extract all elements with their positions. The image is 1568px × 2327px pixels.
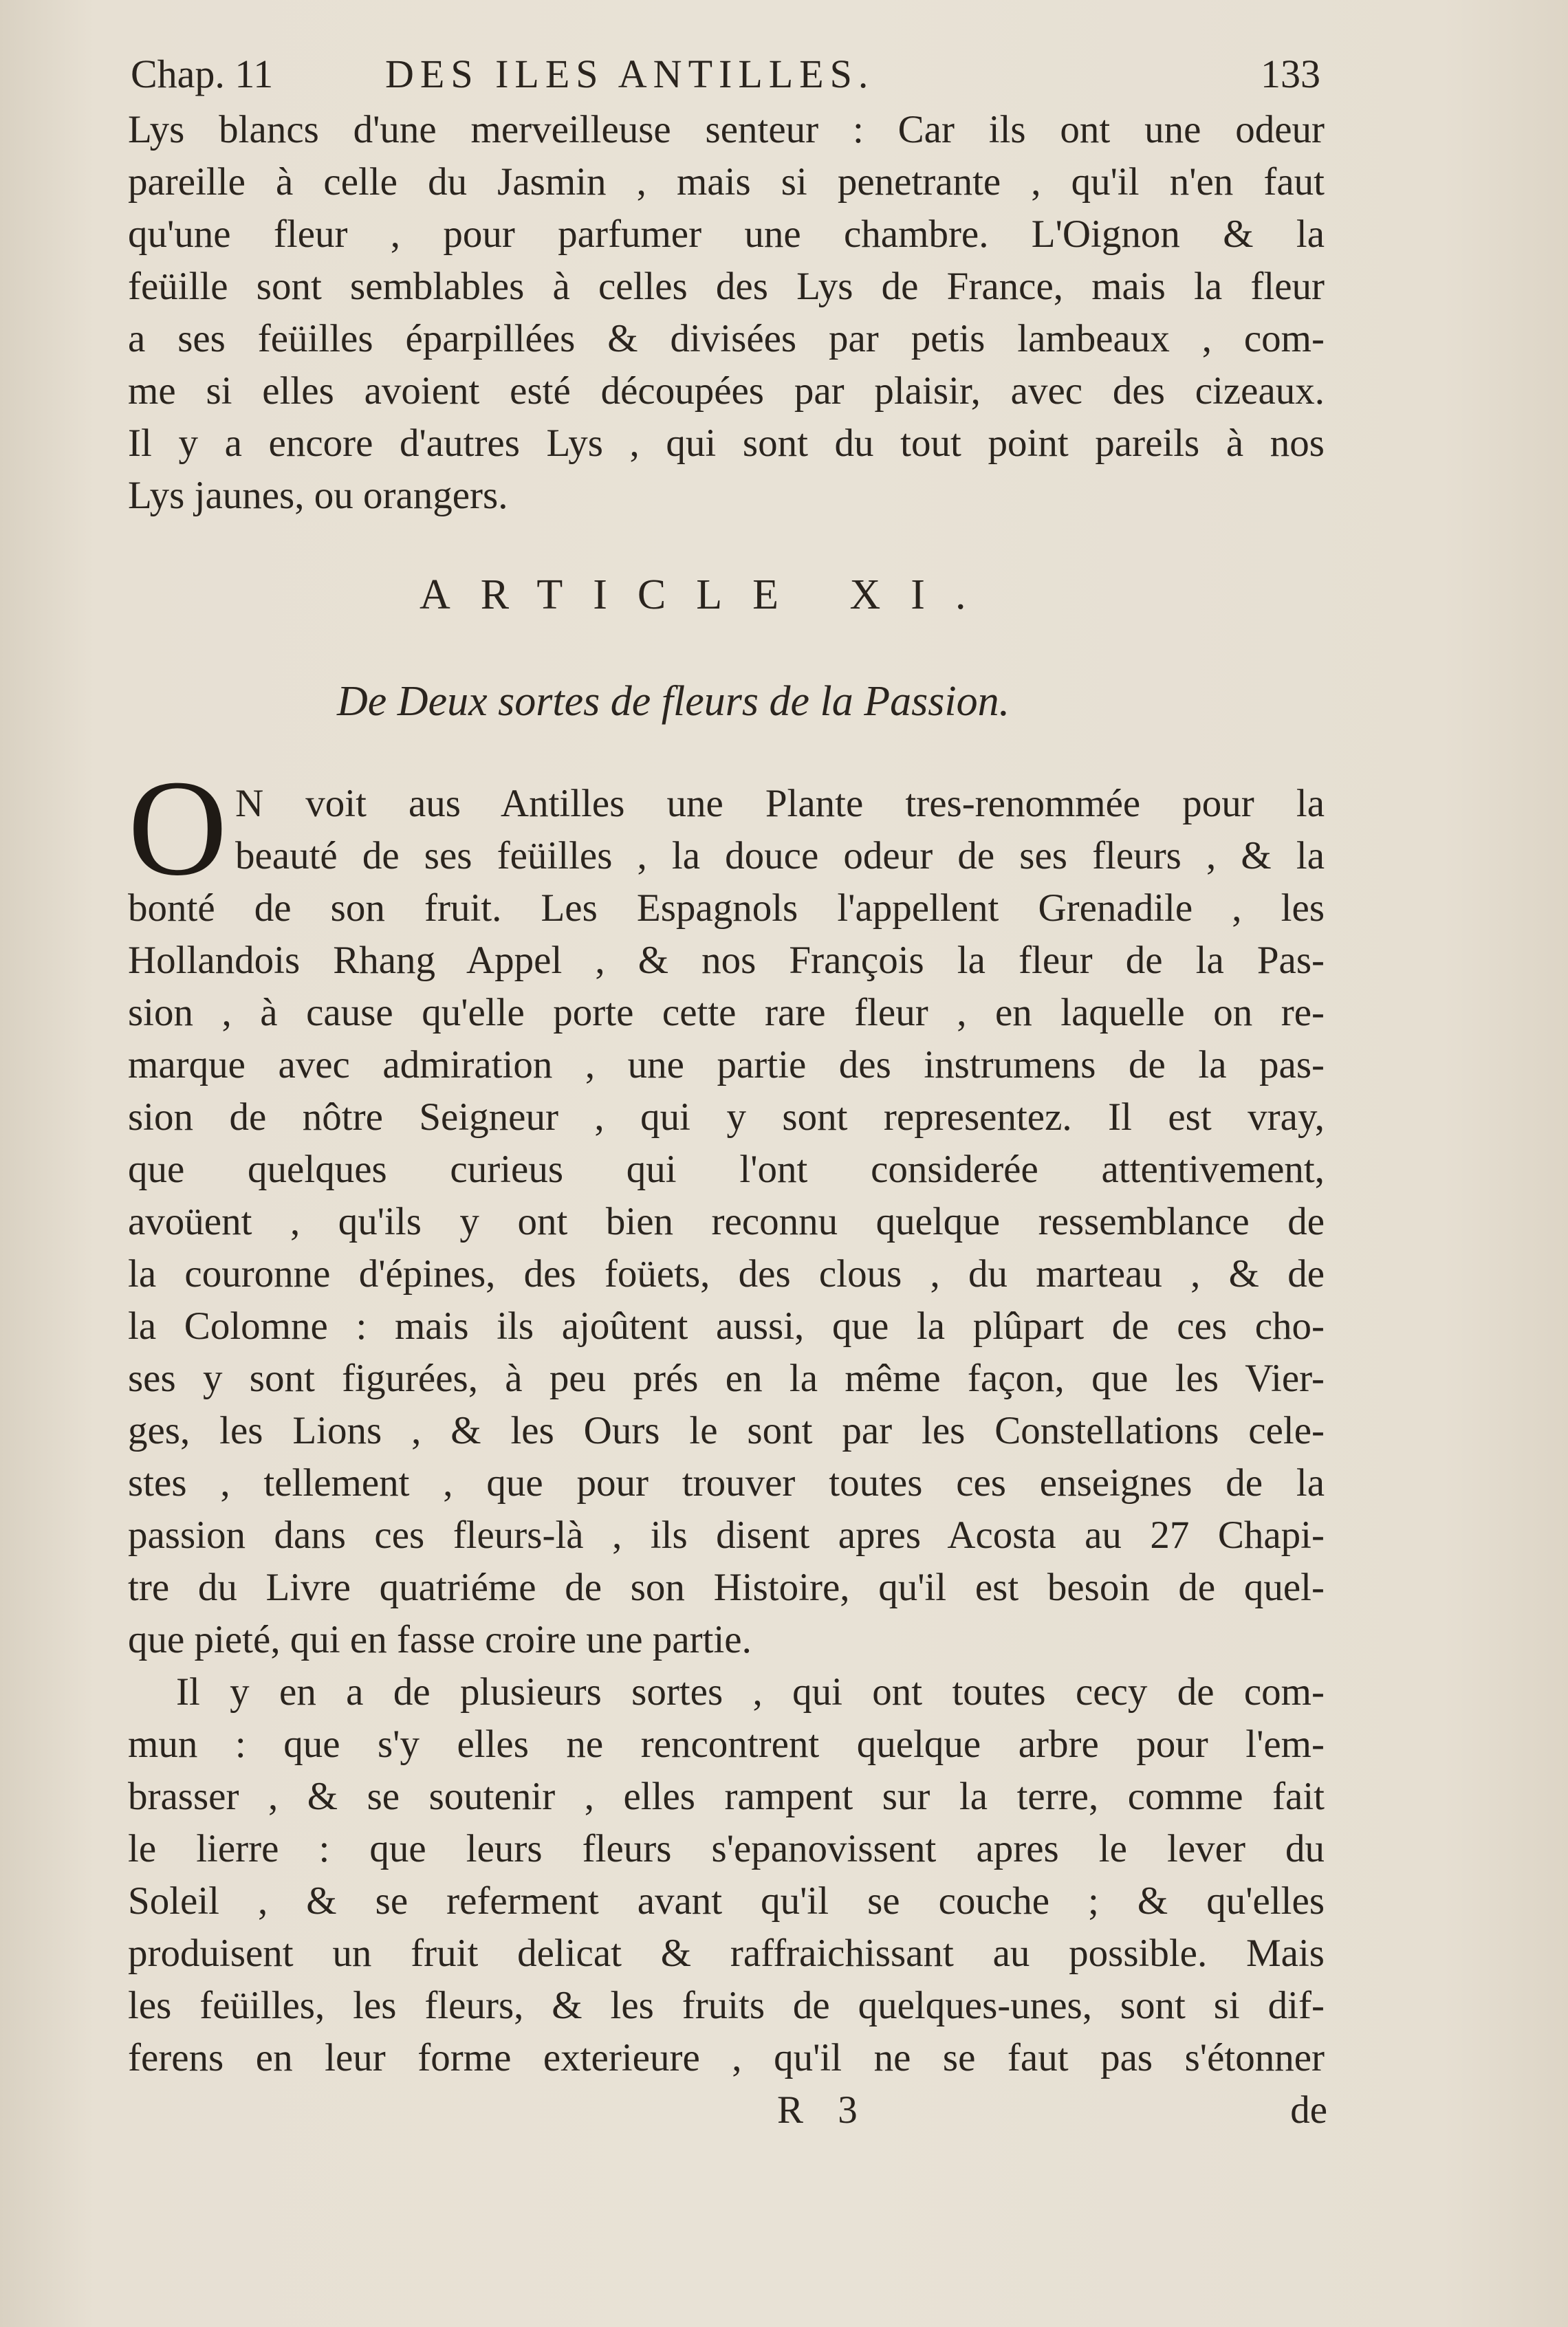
text-line: sion de nôtre Seigneur , qui y sont representez. Il est vray,	[128, 1095, 1325, 1139]
running-title: DES ILES ANTILLES.	[385, 52, 875, 96]
text-line: qu'une fleur , pour parfumer une chambre. L'Oignon & la	[128, 212, 1325, 256]
article-subtitle: De Deux sortes de fleurs de la Passion.	[337, 678, 1010, 725]
text-line: tre du Livre quatriéme de son Histoire, qu'il est besoin de quel-	[128, 1566, 1325, 1609]
text-line: ses y sont figurées, à peu prés en la même façon, que les Vier-	[128, 1357, 1325, 1400]
text-line: le lierre : que leurs fleurs s'epanovissent apres le lever du	[128, 1827, 1325, 1870]
text-line: me si elles avoient esté découpées par plaisir, avec des cizeaux.	[128, 369, 1325, 413]
text-line: N voit aus Antilles une Plante tres-renommée pour la	[235, 782, 1325, 825]
text-line: ges, les Lions , & les Ours le sont par les Constellations cele-	[128, 1409, 1325, 1452]
text-line: Lys blancs d'une merveilleuse senteur : Car ils ont une odeur	[128, 108, 1325, 151]
text-line: a ses feüilles éparpillées & divisées par petis lambeaux , com-	[128, 317, 1325, 360]
text-line: la couronne d'épines, des foüets, des clous , du marteau , & de	[128, 1252, 1325, 1296]
text-line: sion , à cause qu'elle porte cette rare fleur , en laquelle on re-	[128, 991, 1325, 1034]
text-line: Hollandois Rhang Appel , & nos François la fleur de la Pas-	[128, 939, 1325, 982]
article-title: ARTICLE XI.	[420, 571, 997, 618]
text-line: les feüilles, les fleurs, & les fruits de quelques-unes, sont si dif-	[128, 1984, 1325, 2027]
text-line: feüille sont semblables à celles des Lys de France, mais la fleur	[128, 265, 1325, 308]
text-line: ferens en leur forme exterieure , qu'il ne se faut pas s'étonner	[128, 2036, 1325, 2079]
text-line: Soleil , & se referment avant qu'il se couche ; & qu'elles	[128, 1879, 1325, 1923]
text-line: beauté de ses feüilles , la douce odeur de ses fleurs , & la	[235, 834, 1325, 877]
text-line: Il y en a de plusieurs sortes , qui ont toutes cecy de com-	[176, 1670, 1325, 1714]
text-line: passion dans ces fleurs-là , ils disent apres Acosta au 27 Chapi-	[128, 1514, 1325, 1557]
text-line: bonté de son fruit. Les Espagnols l'appellent Grenadile , les	[128, 886, 1325, 930]
text-line: mun : que s'y elles ne rencontrent quelque arbre pour l'em-	[128, 1723, 1325, 1766]
drop-cap: O	[128, 752, 228, 904]
chapter-label: Chap. 11	[131, 52, 274, 96]
page-number: 133	[1261, 52, 1320, 96]
text-line: produisent un fruit delicat & raffraichissant au possible. Mais	[128, 1932, 1325, 1975]
text-line: stes , tellement , que pour trouver toutes ces enseignes de la	[128, 1461, 1325, 1505]
text-line: la Colomne : mais ils ajoûtent aussi, que la plûpart de ces cho-	[128, 1304, 1325, 1348]
signature-mark: R 3	[777, 2088, 870, 2132]
text-line: Il y a encore d'autres Lys , qui sont du tout point pareils à nos	[128, 422, 1325, 465]
catchword: de	[1290, 2088, 1327, 2132]
text-line: pareille à celle du Jasmin , mais si penetrante , qu'il n'en faut	[128, 160, 1325, 204]
text-line: avoüent , qu'ils y ont bien reconnu quelque ressemblance de	[128, 1200, 1325, 1243]
text-line: Lys jaunes, ou orangers.	[128, 474, 508, 517]
running-header	[131, 47, 1327, 102]
text-line: que pieté, qui en fasse croire une partie.	[128, 1618, 752, 1661]
text-line: brasser , & se soutenir , elles rampent sur la terre, comme fait	[128, 1775, 1325, 1818]
text-line: que quelques curieus qui l'ont considerée attentivement,	[128, 1148, 1325, 1191]
text-line: marque avec admiration , une partie des instrumens de la pas-	[128, 1043, 1325, 1086]
